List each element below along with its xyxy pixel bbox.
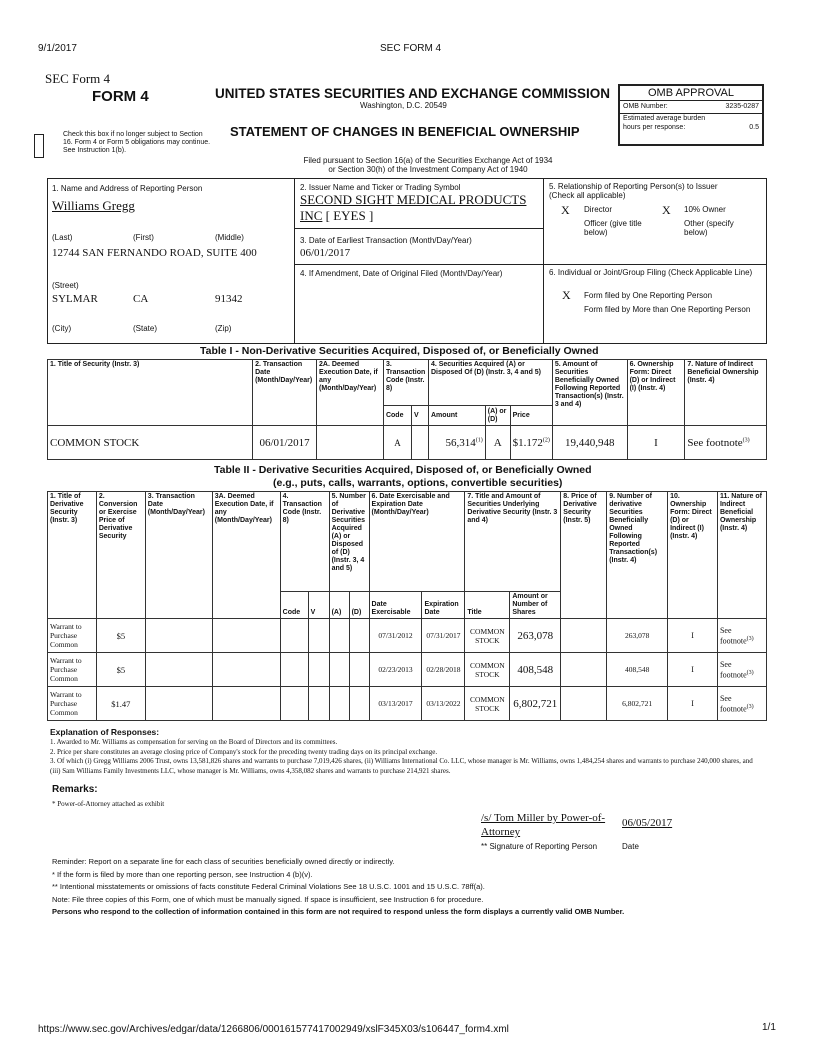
t2-nature: See footnote$^{(3)}$	[717, 653, 766, 687]
remarks-title: Remarks:	[52, 784, 98, 795]
remarks-text: * Power-of-Attorney attached as exhibit	[52, 800, 165, 808]
other-label: Other (specify below)	[684, 219, 734, 237]
t2-owned: 263,078	[607, 619, 668, 653]
table-row	[48, 426, 767, 460]
t2-security-title: Warrant to Purchase Common	[48, 619, 97, 653]
agency-name: UNITED STATES SECURITIES AND EXCHANGE COMMISSION	[215, 86, 611, 101]
no-longer-subject-checkbox[interactable]	[34, 134, 44, 158]
t1-h-acquired: 4. Securities Acquired (A) or Disposed Of (D) (Instr. 3, 4 and 5)	[428, 360, 552, 406]
t1-ad: A	[485, 426, 510, 460]
t2-h-d: (D)	[349, 592, 369, 619]
t1-price: $1.172$^{(2)}$	[510, 426, 552, 460]
t1-h-amount: Amount	[428, 406, 485, 426]
t2-h-amount: Amount or Number of Shares	[510, 592, 561, 619]
statement-title: STATEMENT OF CHANGES IN BENEFICIAL OWNERSHIP	[230, 124, 580, 139]
t2-price	[561, 653, 607, 687]
zip-label: (Zip)	[215, 324, 232, 333]
earliest-txn-label: 3. Date of Earliest Transaction (Month/Day/Year)	[300, 236, 472, 245]
filing-label: 6. Individual or Joint/Group Filing (Check Applicable Line)	[549, 268, 753, 277]
omb-number-label: OMB Number:	[623, 103, 668, 110]
t2-h-exercisable: 6. Date Exercisable and Expiration Date (Month/Day/Year)	[369, 492, 465, 592]
table1-title: Table I - Non-Derivative Securities Acquired, Disposed of, or Beneficially Owned	[200, 345, 599, 357]
footer-note: ** Intentional misstatements or omissions of facts constitute Federal Criminal Violations See 18 U.S.C. 1001 and 15 U.S.C. 78ff(a).	[52, 882, 485, 891]
t2-a	[329, 687, 349, 721]
t2-shares: 6,802,721	[510, 687, 561, 721]
last-label: (Last)	[52, 233, 73, 242]
t1-h-code-sub: Code	[383, 406, 411, 426]
owner-label: 10% Owner	[684, 205, 726, 214]
table2	[47, 491, 767, 721]
t1-security-title: COMMON STOCK	[48, 426, 253, 460]
footer-note: Persons who respond to the collection of information contained in this form are not required to respond unless the form displays a currently valid OMB Number.	[52, 907, 625, 916]
t2-h-underlying-title: Title	[465, 592, 510, 619]
t2-code	[280, 687, 308, 721]
page-number: 1/1	[762, 1022, 776, 1033]
director-label: Director	[584, 205, 613, 214]
t2-nature: See footnote$^{(3)}$	[717, 687, 766, 721]
t2-h-form: 10. Ownership Form: Direct (D) or Indirect (I) (Instr. 4)	[668, 492, 718, 619]
middle-label: (Middle)	[215, 233, 244, 242]
print-date: 9/1/2017	[38, 43, 77, 54]
t2-h-date-exercisable: Date Exercisable	[369, 592, 422, 619]
omb-number: 3235-0287	[725, 103, 759, 110]
explanation-title: Explanation of Responses:	[50, 727, 160, 737]
print-title: SEC FORM 4	[380, 43, 442, 54]
explanation-item: 2. Price per share constitutes an average closing price of Company's stock for the preceding twenty trading days on its principal exchange.	[50, 747, 438, 756]
t2-h-conversion: 2. Conversion or Exercise Price of Derivative Security	[96, 492, 145, 619]
t2-deemed-date	[212, 653, 280, 687]
t2-h-title: 1. Title of Derivative Security (Instr. 3)	[48, 492, 97, 619]
t2-expiration: 02/28/2018	[422, 653, 465, 687]
street-label: (Street)	[52, 281, 79, 290]
t1-v	[411, 426, 428, 460]
table-row	[48, 619, 767, 653]
t2-underlying: COMMON STOCK	[465, 619, 510, 653]
explanation-item: 1. Awarded to Mr. Williams as compensation for serving on the Board of Directors and its committees.	[50, 738, 338, 746]
t2-deemed-date	[212, 619, 280, 653]
signature-name: /s/ Tom Miller by Power-of- Attorney	[481, 812, 606, 838]
t1-date: 06/01/2017	[253, 426, 317, 460]
reporting-person-name: Williams Gregg	[52, 198, 135, 213]
t2-nature: See footnote$^{(3)}$	[717, 619, 766, 653]
t2-d	[349, 653, 369, 687]
t2-exercisable: 07/31/2012	[369, 619, 422, 653]
omb-burden-label: Estimated average burden	[623, 115, 706, 122]
t1-h-ad: (A) or (D)	[485, 406, 510, 426]
t2-h-code: 4. Transaction Code (Instr. 8)	[280, 492, 329, 592]
one-person-label: Form filed by One Reporting Person	[584, 291, 713, 300]
issuer-name: SECOND SIGHT MEDICAL PRODUCTS	[300, 192, 527, 207]
t1-h-title: 1. Title of Security (Instr. 3)	[48, 360, 253, 426]
table-row	[48, 653, 767, 687]
issuer-name-line2: INC [ EYES ]	[300, 208, 374, 223]
t2-conversion-price: $5	[96, 619, 145, 653]
t2-v	[308, 687, 329, 721]
footer-note: Reminder: Report on a separate line for each class of securities beneficially owned directly or indirectly.	[52, 857, 395, 866]
t2-conversion-price: $1.47	[96, 687, 145, 721]
explanation-item: 3. Of which (i) Gregg Williams 2006 Trust, owns 13,581,826 shares and warrants to purchase 7,019,426 shares, (ii) Williams International Co. LLC, whose manager is Mr. Williams, owns 1,484,254 shares and warrants to purchase 240,000 shares, and (iii) Sam Williams Family Investments LLC, whose manager is Mr. Williams, owns 4,358,082 shares and warrants to purchase 214,921 shares.	[50, 757, 753, 775]
t2-d	[349, 687, 369, 721]
t2-h-code-sub: Code	[280, 592, 308, 619]
t2-txn-date	[145, 619, 212, 653]
t2-d	[349, 619, 369, 653]
city-label: (City)	[52, 324, 72, 333]
t1-deemed	[317, 426, 384, 460]
reporting-person-address: 12744 SAN FERNANDO ROAD, SUITE 400	[52, 247, 257, 259]
owner-mark[interactable]: X	[662, 203, 671, 217]
relationship-label: 5. Relationship of Reporting Person(s) to Issuer (Check all applicable)	[549, 182, 718, 200]
t2-form: I	[668, 619, 718, 653]
t2-exercisable: 03/13/2017	[369, 687, 422, 721]
table2-subtitle: (e.g., puts, calls, warrants, options, convertible securities)	[273, 477, 563, 489]
t2-exercisable: 02/23/2013	[369, 653, 422, 687]
t1-code: A	[383, 426, 411, 460]
t1-amount: 56,314$^{(1)}$	[428, 426, 485, 460]
omb-hours: 0.5	[749, 124, 759, 131]
signature-date: 06/05/2017	[622, 817, 673, 829]
omb-approval-box	[618, 84, 764, 146]
t2-underlying: COMMON STOCK	[465, 687, 510, 721]
t2-h-nature: 11. Nature of Indirect Beneficial Ownership (Instr. 4)	[717, 492, 766, 619]
t1-h-nature: 7. Nature of Indirect Beneficial Ownership (Instr. 4)	[685, 360, 767, 426]
footer-note: * If the form is filed by more than one reporting person, see Instruction 4 (b)(v).	[52, 869, 313, 879]
t2-a	[329, 653, 349, 687]
t1-h-v: V	[411, 406, 428, 426]
date-label: Date	[622, 842, 639, 851]
state-label: (State)	[133, 324, 158, 333]
page-url[interactable]: https://www.sec.gov/Archives/edgar/data/1266806/000161577417002949/xslF345X03/s106447_form4.xml	[38, 1024, 509, 1035]
t2-a	[329, 619, 349, 653]
t2-price	[561, 687, 607, 721]
t1-h-form: 6. Ownership Form: Direct (D) or Indirect (I) (Instr. 4)	[627, 360, 685, 426]
t2-security-title: Warrant to Purchase Common	[48, 687, 97, 721]
omb-title: OMB APPROVAL	[620, 86, 762, 101]
one-person-mark[interactable]: X	[562, 288, 571, 302]
table-row	[48, 687, 767, 721]
t2-form: I	[668, 653, 718, 687]
t1-nature: See footnote$^{(3)}$	[685, 426, 767, 460]
t2-h-price: 8. Price of Derivative Security (Instr. 5)	[561, 492, 607, 619]
more-persons-label: Form filed by More than One Reporting Person	[584, 305, 751, 314]
t2-h-owned: 9. Number of derivative Securities Beneficially Owned Following Reported Transaction(s) (Instr. 4)	[607, 492, 668, 619]
t2-v	[308, 653, 329, 687]
agency-address: Washington, D.C. 20549	[360, 101, 447, 110]
t2-security-title: Warrant to Purchase Common	[48, 653, 97, 687]
earliest-txn-date: 06/01/2017	[300, 247, 351, 259]
explanation-list	[50, 738, 762, 776]
filed-pursuant: Filed pursuant to Section 16(a) of the Securities Exchange Act of 1934 or Section 30(h) of the Investment Company Act of 1940	[303, 156, 553, 174]
t2-h-v: V	[308, 592, 329, 619]
footer-note: Note: File three copies of this Form, one of which must be manually signed. If space is insufficient, see Instruction 6 for procedure.	[52, 894, 484, 904]
t2-txn-date	[145, 687, 212, 721]
amendment-label: 4. If Amendment, Date of Original Filed (Month/Day/Year)	[300, 269, 503, 278]
first-label: (First)	[133, 233, 154, 242]
footer-notes	[52, 856, 767, 919]
t2-owned: 408,548	[607, 653, 668, 687]
t2-code	[280, 619, 308, 653]
t2-h-deemed: 3A. Deemed Execution Date, if any (Month/Day/Year)	[212, 492, 280, 619]
table1	[47, 359, 767, 460]
t2-txn-date	[145, 653, 212, 687]
state-value: CA	[133, 293, 149, 305]
t1-h-deemed: 2A. Deemed Execution Date, if any (Month/Day/Year)	[317, 360, 384, 426]
t2-h-expiration: Expiration Date	[422, 592, 465, 619]
director-mark[interactable]: X	[561, 203, 570, 217]
t2-owned: 6,802,721	[607, 687, 668, 721]
signature-label: ** Signature of Reporting Person	[481, 842, 598, 851]
t2-deemed-date	[212, 687, 280, 721]
issuer-ticker: [ EYES ]	[325, 208, 374, 223]
t2-price	[561, 619, 607, 653]
form-label: SEC Form 4	[45, 71, 111, 86]
t2-h-date: 3. Transaction Date (Month/Day/Year)	[145, 492, 212, 619]
t2-h-number: 5. Number of Derivative Securities Acquired (A) or Disposed of (D) (Instr. 3, 4 and 5)	[329, 492, 369, 592]
t2-code	[280, 653, 308, 687]
t2-body	[48, 619, 767, 721]
t1-h-price: Price	[510, 406, 552, 426]
t2-underlying: COMMON STOCK	[465, 653, 510, 687]
zip-value: 91342	[215, 293, 243, 305]
t2-expiration: 07/31/2017	[422, 619, 465, 653]
t1-form: I	[627, 426, 685, 460]
t2-expiration: 03/13/2022	[422, 687, 465, 721]
t1-owned: 19,440,948	[552, 426, 627, 460]
t2-shares: 408,548	[510, 653, 561, 687]
t1-h-owned: 5. Amount of Securities Beneficially Owned Following Reported Transaction(s) (Instr. 3 and 4)	[552, 360, 627, 426]
omb-hours-label: hours per response:	[623, 124, 686, 131]
officer-label: Officer (give title below)	[584, 219, 642, 237]
t2-form: I	[668, 687, 718, 721]
t2-h-underlying: 7. Title and Amount of Securities Underlying Derivative Security (Instr. 3 and 4)	[465, 492, 561, 592]
reporting-person-label: 1. Name and Address of Reporting Person	[52, 184, 203, 193]
t1-h-code: 3. Transaction Code (Instr. 8)	[383, 360, 428, 406]
issuer-label: 2. Issuer Name and Ticker or Trading Symbol	[300, 183, 461, 192]
t2-h-a: (A)	[329, 592, 349, 619]
t1-h-date: 2. Transaction Date (Month/Day/Year)	[253, 360, 317, 426]
form-number: FORM 4	[92, 88, 149, 105]
t2-shares: 263,078	[510, 619, 561, 653]
city-value: SYLMAR	[52, 293, 98, 305]
t2-conversion-price: $5	[96, 653, 145, 687]
table2-title: Table II - Derivative Securities Acquired, Disposed of, or Beneficially Owned	[214, 464, 592, 476]
t2-v	[308, 619, 329, 653]
checkbox-note: Check this box if no longer subject to Section 16. Form 4 or Form 5 obligations may continue. See Instruction 1(b).	[63, 131, 211, 154]
